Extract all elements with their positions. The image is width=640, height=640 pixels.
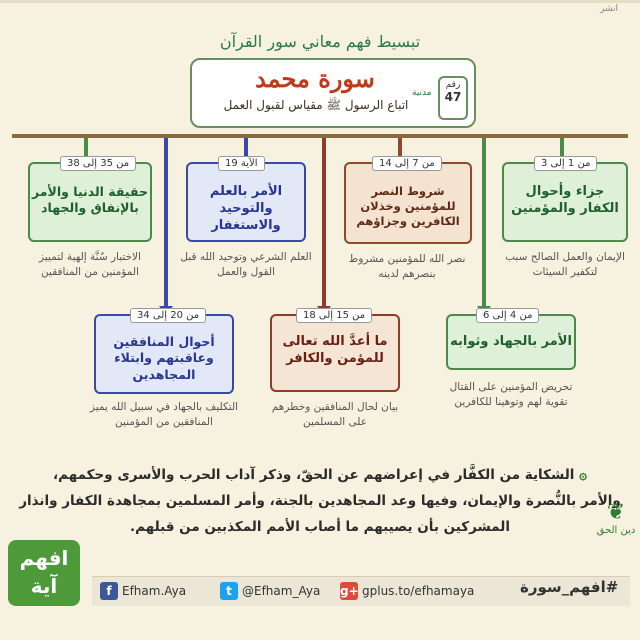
connector-s4 xyxy=(322,138,326,310)
section-box-s4 xyxy=(270,314,400,392)
section-title: حقيقة الدنيا والأمر بالإنفاق والجهاد xyxy=(32,184,148,216)
hashtag[interactable]: #افهم_سورة xyxy=(520,578,619,596)
summary-line-2: والأمر بالنُّصرة والإيمان، وفيها وعد المجاهدين بالجنة، وأمر المسلمين بمجاهدة الكفار وانذار xyxy=(19,493,621,509)
main-connector-line xyxy=(12,134,628,138)
number-label: رقم xyxy=(445,80,461,90)
section-title: ما أعدَّ الله تعالى للمؤمن والكافر xyxy=(282,334,388,366)
section-title: الأمر بالعلم والتوحيد والاستغفار xyxy=(209,184,283,233)
app-title: تبسيط فهم معاني سور القرآن xyxy=(219,32,421,51)
section-box-s6 xyxy=(94,314,234,394)
summary-line-3: المشركين بأن يصيبهم ما أصاب الأمم المكذبين من قبلهم. xyxy=(129,519,511,535)
surah-name: سورة محمد xyxy=(255,64,375,93)
section-range: الآية 19 xyxy=(218,156,265,171)
surah-number: 47 xyxy=(444,90,462,104)
top-strip xyxy=(0,0,640,3)
section-range: من 15 إلى 18 xyxy=(296,308,372,323)
section-range: من 7 إلى 14 xyxy=(372,156,442,171)
section-title: جزاء وأحوال الكفار والمؤمنين xyxy=(511,184,619,216)
section-title: الأمر بالجهاد وثوابه xyxy=(450,334,572,349)
section-range: من 20 إلى 34 xyxy=(130,308,206,323)
deen-alhaq-logo: ❦ دين الحق xyxy=(596,500,636,536)
gplus-icon: g+ xyxy=(340,584,359,598)
section-range: من 1 إلى 3 xyxy=(534,156,597,171)
section-title: شروط النصر للمؤمنين وخذلان الكافرين وجزاؤهم xyxy=(356,184,460,228)
section-box-s5 xyxy=(186,162,306,242)
section-box-s3 xyxy=(344,162,472,244)
share-label[interactable]: انشر xyxy=(600,4,618,14)
efham-aya-logo: افهم آية xyxy=(8,540,80,606)
section-range: من 35 إلى 38 xyxy=(60,156,136,171)
section-note: الإيمان والعمل الصالح سبب لتكفير السيئات xyxy=(505,251,625,278)
section-note: الاختبار سُنَّة إلهية لتمييز المؤمنين من المنافقين xyxy=(39,251,141,278)
revelation-type: مدنية xyxy=(412,88,432,98)
section-note: بيان لحال المنافقين وخطرهم على المسلمين xyxy=(271,401,399,428)
section-box-s7 xyxy=(28,162,152,242)
facebook-icon: f xyxy=(100,582,118,600)
connector-s6 xyxy=(164,138,168,310)
gplus-link[interactable]: g+ gplus.to/efhamaya xyxy=(340,584,475,598)
facebook-link[interactable]: f Efham.Aya xyxy=(100,580,186,602)
ornament-icon: ۞ xyxy=(574,467,588,483)
surah-summary xyxy=(10,462,630,560)
twitter-icon: t xyxy=(220,582,238,600)
twitter-link[interactable]: t @Efham_Aya xyxy=(220,580,320,602)
section-note: نصر الله للمؤمنين مشروط بنصرهم لدينه xyxy=(348,253,466,280)
section-range: من 4 إلى 6 xyxy=(476,308,539,323)
summary-line-1: ۞ الشكاية من الكفَّار في إعراضهم عن الحقّ، وذكر آداب الحرب والأسرى وحكمهم، xyxy=(52,467,588,483)
connector-s2 xyxy=(482,138,486,310)
surah-number-badge xyxy=(438,76,468,120)
surah-theme: اتباع الرسول ﷺ مقياس لقبول العمل xyxy=(223,98,409,112)
section-note: التكليف بالجهاد في سبيل الله يميز المنافقين من المؤمنين xyxy=(89,401,239,428)
section-note: العلم الشرعي وتوحيد الله قبل القول والعمل xyxy=(180,251,312,278)
section-note: تحريض المؤمنين على القتال تقوية لهم وتوهينا للكافرين xyxy=(449,381,573,408)
section-title: أحوال المنافقين وعاقبتهم وابتلاء المجاهدين xyxy=(113,334,215,382)
leaf-icon: ❦ xyxy=(606,500,626,525)
section-box-s1 xyxy=(502,162,628,242)
